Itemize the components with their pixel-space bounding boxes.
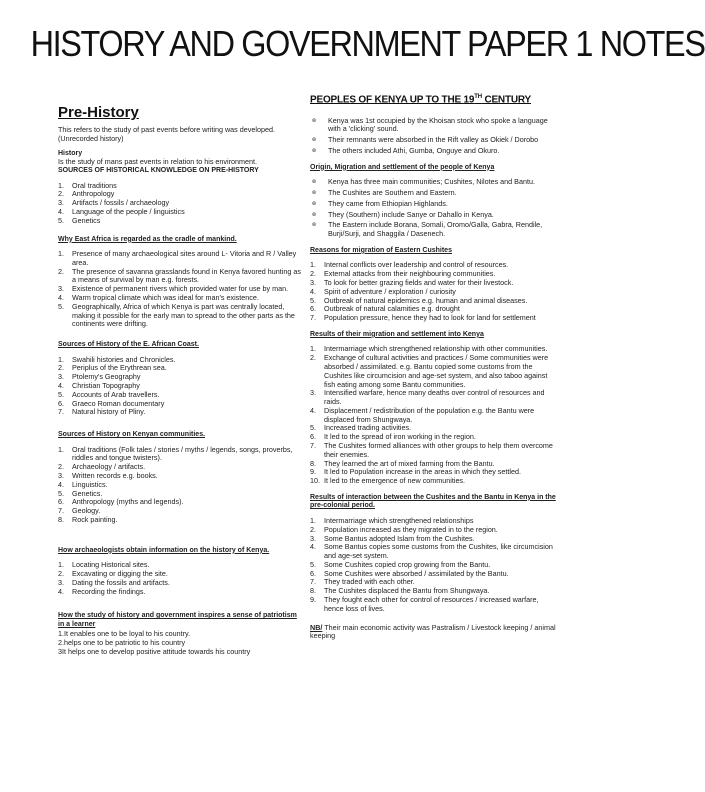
list-item: 7. Geology. [58, 506, 101, 516]
nb-note: NB/ Their main economic activity was Pastralism / Livestock keeping / animal keeping [310, 622, 556, 641]
list-item: 2. The presence of savanna grasslands found in Kenya favored hunting as a means of survival by man e.g. forests. [58, 266, 301, 285]
list-item: 3. Dating the fossils and artifacts. [58, 577, 170, 587]
bullet-item: ๏ The others included Athi, Gumba, Onguye and Okuro. [312, 145, 500, 155]
list-item: 1. Oral traditions [58, 180, 117, 190]
peoples-list [310, 117, 558, 156]
archaeologists-heading: How archaeologists obtain information on the history of Kenya. [58, 546, 270, 554]
list-item: 7. Natural history of Pliny. [58, 407, 146, 417]
bullet-icon: ๏ [312, 146, 317, 154]
sources-list [58, 182, 304, 226]
patriotism-lines [58, 630, 304, 656]
list-item: 1. Presence of many archaeological sites around L- Vitoria and R / Valley area. [58, 249, 297, 267]
list-item: 8. Rock painting. [58, 514, 118, 524]
list-item: 3. Intensified warfare, hence many deaths over control of resources and raids. [310, 388, 545, 407]
list-item: 2. External attacks from their neighbouring communities. [310, 269, 496, 279]
list-item: 4. Recording the findings. [58, 586, 146, 596]
list-item: 8. They learned the art of mixed farming from the Bantu. [310, 458, 495, 468]
bullet-icon: ๏ [312, 199, 317, 207]
list-item: 6. Anthropology (myths and legends). [58, 497, 184, 507]
bullet-item: ๏ Kenya has three main communities; Cushites, Nilotes and Bantu. [312, 177, 535, 187]
list-item: 2. Periplus of the Erythrean sea. [58, 363, 167, 373]
cradle-list [58, 250, 304, 329]
list-item: 1. Intermarriage which strengthened relationships [310, 515, 474, 525]
list-item: 3. Existence of permanent rivers which provided water for use by man. [58, 284, 289, 294]
bullet-icon: ๏ [312, 178, 317, 186]
list-item: 5. Some Cushites copied crop growing from the Bantu. [310, 559, 491, 569]
list-item: 5. Genetics [58, 215, 101, 225]
list-item: 4. Spirit of adventure / exploration / curiosity [310, 286, 456, 296]
bullet-icon: ๏ [312, 221, 317, 229]
list-item: 4. Linguistics. [58, 479, 108, 489]
list-item: 5. Geographically, Africa of which Kenya is part was centrally located, making it possible for the early man to spread to the other parts as the continents were drifting. [58, 301, 295, 329]
list-item: 3. Some Bantus adopted Islam from the Cushites. [310, 533, 475, 543]
list-item: 2. Archaeology / artifacts. [58, 462, 146, 472]
list-item: 9. They fought each other for control of resources / increased warfare, hence loss of lives. [310, 594, 539, 613]
list-item: 3. Ptolemy's Geography [58, 372, 141, 382]
list-item: 2. Excavating or digging the site. [58, 569, 168, 579]
list-item: 1. Swahili histories and Chronicles. [58, 354, 176, 364]
list-item: 5. Increased trading activities. [310, 423, 412, 433]
list-item: 4. Warm tropical climate which was ideal for man's existence. [58, 293, 259, 303]
bullet-icon: ๏ [312, 188, 317, 196]
text-line: 2.helps one to be patriotic to his country [58, 638, 186, 648]
kenyan-sources-heading: Sources of History on Kenyan communities. [58, 431, 206, 439]
patriotism-heading: How the study of history and government inspires a sense of patriotism in a learner [58, 612, 297, 628]
prehistory-heading: Pre-History [58, 104, 139, 121]
text-line: 3It helps one to develop positive attitude towards his country [58, 647, 251, 657]
coast-sources-heading: Sources of History of the E. African Coast. [58, 341, 199, 349]
list-item: 4. Language of the people / linguistics [58, 207, 185, 217]
list-item: 5. Genetics. [58, 488, 103, 498]
coast-sources-list [58, 356, 304, 417]
kenyan-sources-list [58, 446, 304, 525]
document-title: HISTORY AND GOVERNMENT PAPER 1 NOTES [30, 23, 705, 64]
list-item: 7. Population pressure, hence they had to look for land for settlement [310, 313, 536, 323]
sources-heading: SOURCES OF HISTORICAL KNOWLEDGE ON PRE-HISTORY [58, 167, 259, 175]
reasons-heading: Reasons for migration of Eastern Cushites [310, 246, 452, 254]
bullet-item: ๏ They came from Ethiopian Highlands. [312, 198, 448, 208]
list-item: 1. Internal conflicts over leadership and control of resources. [310, 260, 509, 270]
list-item: 2. Exchange of cultural activities and practices / Some communities were absorbed / assimilated. e.g. Bantu copied some customs from the Cushites like circumcision and age-set system, and also taboo against fish eating among some Bantu communities. [310, 353, 549, 389]
bullet-item: ๏ The Cushites are Southern and Eastern. [312, 187, 457, 197]
bullet-item: ๏ Kenya was 1st occupied by the Khoisan stock who spoke a language with a 'clicking' sound. [312, 115, 548, 134]
text-line: 1.It enables one to be loyal to his country. [58, 629, 191, 639]
interaction-list [310, 517, 558, 614]
list-item: 4. Displacement / redistribution of the population e.g. the Bantu were displaced from Shungwaya. [310, 405, 535, 424]
list-item: 4. Christian Topography [58, 381, 140, 391]
list-item: 3. Written records e.g. books. [58, 471, 158, 481]
list-item: 1. Oral traditions (Folk tales / stories / myths / legends, songs, proverbs, riddles and tongue twisters). [58, 444, 293, 463]
bullet-item: ๏ The Eastern include Borana, Somali, Oromo/Galla, Gabra, Rendile, Burji/Surji, and Shaggila / Dasenech. [312, 220, 543, 239]
list-item: 4. Some Bantus copies some customs from the Cushites, like circumcision and age-set system. [310, 542, 553, 561]
list-item: 1. Intermarriage which strengthened relationship with other communities. [310, 344, 548, 354]
list-item: 7. The Cushites formed alliances with other groups to help them overcome their enemies. [310, 440, 553, 459]
list-item: 7. They traded with each other. [310, 577, 415, 587]
list-item: 5. Outbreak of natural epidemics e.g. human and animal diseases. [310, 295, 528, 305]
interaction-heading: Results of interaction between the Cushites and the Bantu in Kenya in the pre-colonial period. [310, 493, 556, 510]
list-item: 9. It led to Population increase in the areas in which they settled. [310, 467, 521, 477]
list-item: 6. Outbreak of natural calamities e.g. drought [310, 304, 460, 314]
origin-heading: Origin, Migration and settlement of the people of Kenya [310, 163, 495, 171]
bullet-icon: ๏ [312, 210, 317, 218]
list-item: 6. It led to the spread of iron working in the region. [310, 432, 476, 442]
list-item: 8. The Cushites displaced the Bantu from Shungwaya. [310, 586, 490, 596]
list-item: 5. Accounts of Arab travellers. [58, 389, 160, 399]
list-item: 6. Some Cushites were absorbed / assimilated by the Bantu. [310, 568, 509, 578]
origin-list [310, 178, 558, 239]
history-label: History [58, 149, 83, 157]
list-item: 1. Locating Historical sites. [58, 560, 150, 570]
list-item: 3. Artifacts / fossils / archaeology [58, 198, 170, 208]
reasons-list [310, 261, 558, 322]
cradle-heading: Why East Africa is regarded as the cradle of mankind. [58, 235, 237, 243]
results-heading: Results of their migration and settlement into Kenya [310, 330, 484, 338]
results-list [310, 345, 558, 486]
bullet-icon: ๏ [312, 136, 317, 144]
bullet-item: ๏ Their remnants were absorbed in the Rift valley as Okiek / Dorobo [312, 135, 539, 145]
bullet-item: ๏ They (Southern) include Sanye or Dahallo in Kenya. [312, 209, 494, 219]
bullet-icon: ๏ [312, 116, 317, 124]
list-item: 2. Anthropology [58, 189, 115, 199]
right-column [310, 94, 558, 641]
list-item: 3. To look for better grazing fields and water for their livestock. [310, 277, 514, 287]
left-column [58, 104, 304, 657]
archaeologists-list [58, 561, 304, 596]
prehistory-intro: This refers to the study of past events before writing was developed.(Unrecorded history) [58, 125, 275, 144]
list-item: 10. It led to the emergence of new communities. [310, 476, 466, 486]
peoples-heading: PEOPLES OF KENYA UP TO THE 19TH CENTURY [310, 94, 532, 106]
list-item: 2. Population increased as they migrated in to the region. [310, 524, 498, 534]
history-definition: Is the study of mans past events in relation to his environment. [58, 157, 257, 167]
list-item: 6. Graeco Roman documentary [58, 398, 165, 408]
